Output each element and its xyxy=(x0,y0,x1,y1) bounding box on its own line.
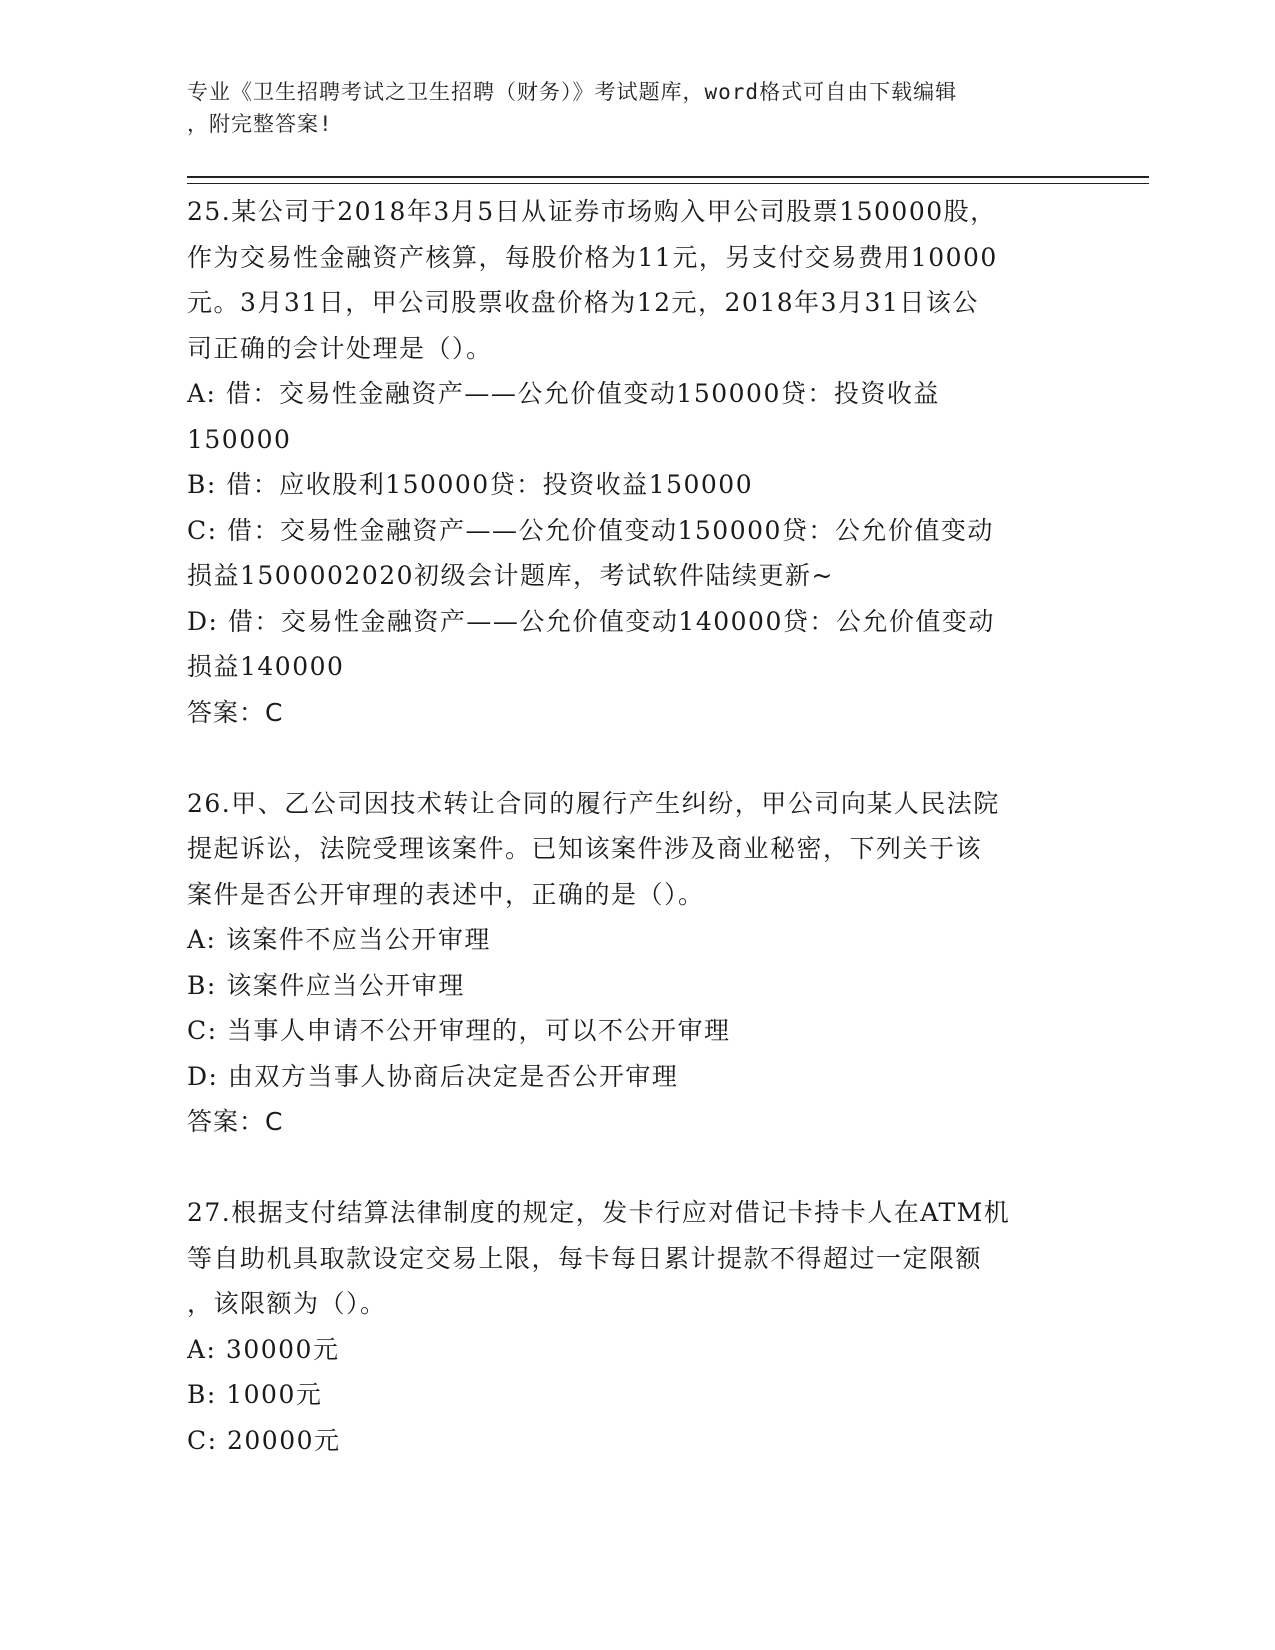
question-stem-line: 司正确的会计处理是（）。 xyxy=(187,333,493,363)
option-line: C: 20000元 xyxy=(187,1425,341,1455)
header-divider-thin xyxy=(187,183,1149,184)
header-line-2: ，附完整答案! xyxy=(187,112,333,136)
question-stem-line: 提起诉讼，法院受理该案件。已知该案件涉及商业秘密，下列关于该 xyxy=(187,834,983,863)
option-line: A: 该案件不应当公开审理 xyxy=(187,925,491,954)
header-line-1: 专业《卫生招聘考试之卫生招聘（财务）》考试题库，word格式可自由下载编辑 xyxy=(187,80,958,104)
answer-line: 答案：C xyxy=(187,1107,284,1136)
question-spacer xyxy=(187,735,1087,781)
question-stem-line: 元。3月31日，甲公司股票收盘价格为12元，2018年3月31日该公 xyxy=(187,288,979,317)
option-line: 损益140000 xyxy=(187,652,345,681)
question-stem-line: 27.根据支付结算法律制度的规定，发卡行应对借记卡持卡人在ATM机 xyxy=(187,1198,1011,1227)
question-26 xyxy=(187,781,1087,1145)
question-stem-line: 等自助机具取款设定交易上限，每卡每日累计提款不得超过一定限额 xyxy=(187,1243,983,1273)
question-25 xyxy=(187,189,1087,735)
option-line: D: 由双方当事人协商后决定是否公开审理 xyxy=(187,1061,679,1091)
option-line: B: 该案件应当公开审理 xyxy=(187,970,465,1000)
document-header xyxy=(187,76,1067,140)
option-line: B: 借：应收股利150000贷：投资收益150000 xyxy=(187,470,754,499)
option-line: C: 当事人申请不公开审理的，可以不公开审理 xyxy=(187,1016,731,1045)
option-line: 150000 xyxy=(187,424,292,454)
option-line: C: 借：交易性金融资产——公允价值变动150000贷：公允价值变动 xyxy=(187,515,994,545)
header-divider-thick xyxy=(187,176,1149,178)
option-line: B: 1000元 xyxy=(187,1380,323,1409)
question-list xyxy=(187,189,1087,1463)
question-stem-line: ，该限额为（）。 xyxy=(187,1289,387,1318)
question-spacer xyxy=(187,1145,1087,1191)
option-line: A: 借：交易性金融资产——公允价值变动150000贷：投资收益 xyxy=(187,379,940,408)
option-line: D: 借：交易性金融资产——公允价值变动140000贷：公允价值变动 xyxy=(187,606,995,636)
question-27 xyxy=(187,1190,1087,1463)
question-stem-line: 25.某公司于2018年3月5日从证券市场购入甲公司股票150000股， xyxy=(187,197,997,226)
question-stem-line: 26.甲、乙公司因技术转让合同的履行产生纠纷，甲公司向某人民法院 xyxy=(187,788,1000,818)
question-stem-line: 作为交易性金融资产核算，每股价格为11元，另支付交易费用10000 xyxy=(187,242,998,272)
option-line: 损益1500002020初级会计题库，考试软件陆续更新~ xyxy=(187,561,835,590)
answer-line: 答案：C xyxy=(187,697,284,727)
question-stem-line: 案件是否公开审理的表述中，正确的是（）。 xyxy=(187,879,705,909)
option-line: A: 30000元 xyxy=(187,1334,340,1364)
